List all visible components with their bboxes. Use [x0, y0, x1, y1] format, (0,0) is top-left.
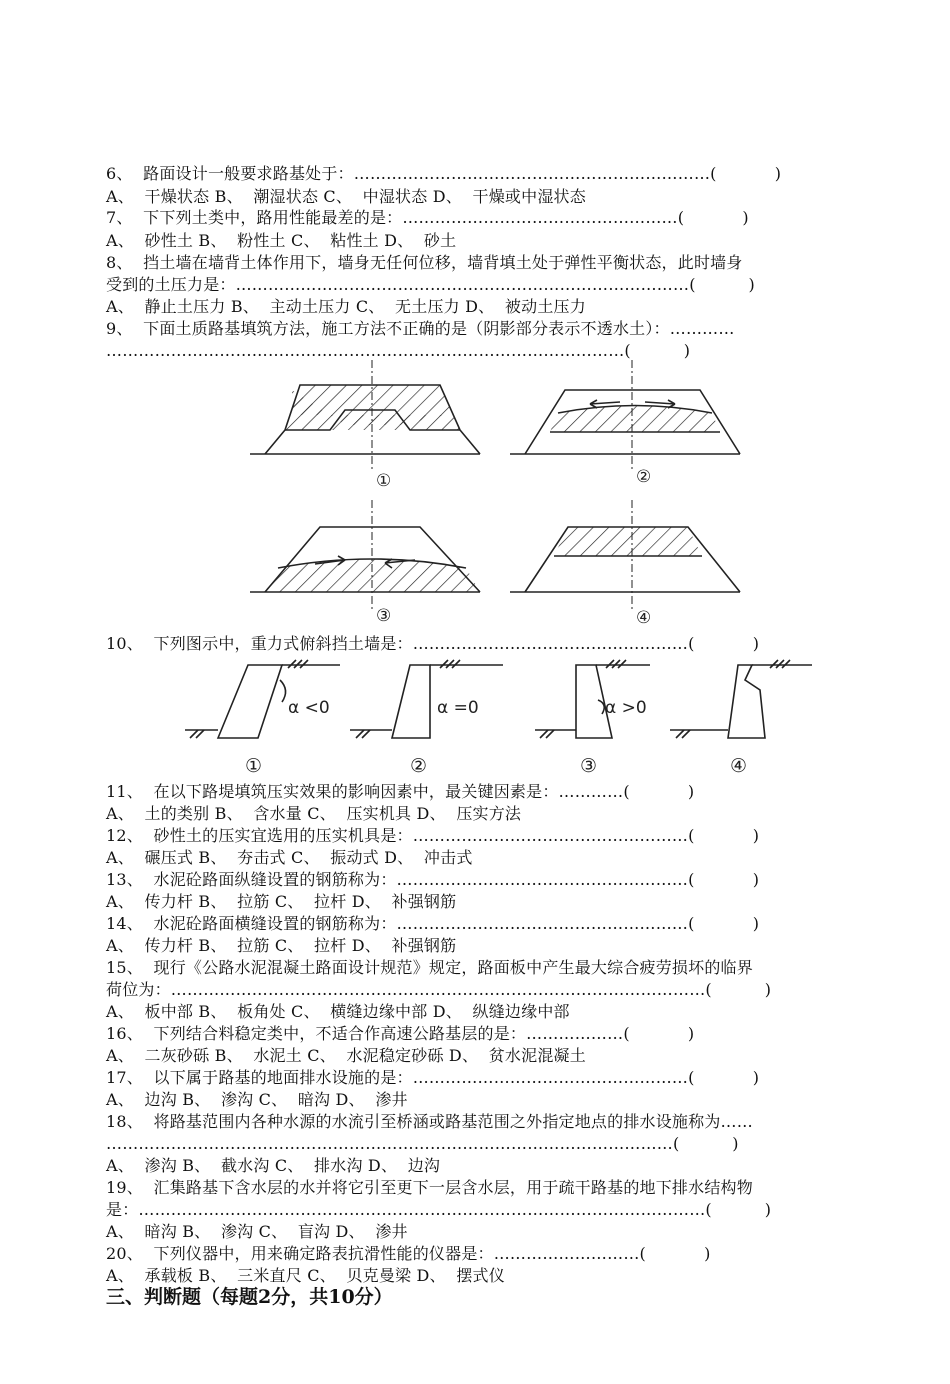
- section-title: 三、判断题（每题2分，共10分）: [106, 1286, 393, 1308]
- text-line: A、 砂性土 B、 粉性土 C、 粘性土 D、 砂土: [106, 231, 457, 250]
- retaining-wall-4: [670, 660, 812, 738]
- text-line: 8、 挡土墙在墙背土体作用下，墙身无任何位移，墙背填土处于弹性平衡状态，此时墙身: [106, 253, 743, 272]
- text-line: 13、 水泥砼路面纵缝设置的钢筋称为：………………………………………………( ): [106, 870, 760, 889]
- text-line: 14、 水泥砼路面横缝设置的钢筋称为：………………………………………………( ): [106, 914, 760, 933]
- text-line: A、 传力杆 B、 拉筋 C、 拉杆 D、 补强钢筋: [106, 936, 457, 955]
- embankment-diagram-3: [250, 500, 480, 612]
- alpha-label-1: α <0: [288, 698, 330, 718]
- text-line: 是：……………………………………………………………………………………………( ): [106, 1200, 772, 1219]
- text-line: 18、 将路基范围内各种水源的水流引至桥涵或路基范围之外指定地点的排水设施称为……: [106, 1112, 753, 1131]
- alpha-label-3: α >0: [605, 698, 647, 718]
- text-line: 15、 现行《公路水泥混凝土路面设计规范》规定，路面板中产生最大综合疲劳损坏的临界: [106, 958, 753, 977]
- question-10-diagrams: [185, 660, 812, 738]
- text-line: A、 板中部 B、 板角处 C、 横缝边缘中部 D、 纵缝边缘中部: [106, 1002, 570, 1021]
- wall-label-4: ④: [730, 755, 748, 777]
- text-line: 12、 砂性土的压实宜选用的压实机具是：……………………………………………( ): [106, 826, 760, 845]
- text-line: A、 边沟 B、 渗沟 C、 暗沟 D、 渗井: [106, 1090, 408, 1109]
- text-line: A、 承载板 B、 三米直尺 C、 贝克曼梁 D、 摆式仪: [106, 1266, 505, 1285]
- diagram-label-1: ①: [376, 471, 392, 491]
- embankment-diagram-2: [510, 360, 740, 470]
- text-line: A、 干燥状态 B、 潮湿状态 C、 中湿状态 D、 干燥或中湿状态: [106, 187, 586, 206]
- text-line: 17、 以下属于路基的地面排水设施的是：……………………………………………( ): [106, 1068, 760, 1087]
- text-line: 20、 下列仪器中，用来确定路表抗滑性能的仪器是：………………………( ): [106, 1244, 711, 1263]
- text-line: 受到的土压力是：…………………………………………………………………………( ): [106, 275, 755, 294]
- wall-label-1: ①: [245, 755, 263, 777]
- text-line: 10、 下列图示中，重力式俯斜挡土墙是：……………………………………………( ): [106, 634, 760, 653]
- text-line: 荷位为：………………………………………………………………………………………( ): [106, 980, 772, 999]
- wall-label-2: ②: [410, 755, 428, 777]
- text-line: A、 渗沟 B、 截水沟 C、 排水沟 D、 边沟: [106, 1156, 441, 1175]
- text-line: A、 暗沟 B、 渗沟 C、 盲沟 D、 渗井: [106, 1222, 408, 1241]
- wall-label-3: ③: [580, 755, 598, 777]
- text-line: 6、 路面设计一般要求路基处于：…………………………………………………………( ): [106, 164, 782, 183]
- text-line: 16、 下列结合料稳定类中，不适合作高速公路基层的是：………………( ): [106, 1024, 695, 1043]
- embankment-diagram-4: [510, 500, 740, 612]
- text-line: ……………………………………………………………………………………( ): [106, 341, 691, 360]
- embankment-diagram-1: [250, 360, 480, 470]
- diagram-label-3: ③: [376, 606, 392, 626]
- alpha-label-2: α =0: [437, 698, 479, 718]
- text-line: A、 碾压式 B、 夯击式 C、 振动式 D、 冲击式: [106, 848, 473, 867]
- diagram-label-2: ②: [636, 467, 652, 487]
- text-line: 9、 下面土质路基填筑方法，施工方法不正确的是（阴影部分表示不透水土）：…………: [106, 319, 735, 338]
- text-line: A、 土的类别 B、 含水量 C、 压实机具 D、 压实方法: [106, 804, 522, 823]
- text-line: A、 二灰砂砾 B、 水泥土 C、 水泥稳定砂砾 D、 贫水泥混凝土: [106, 1046, 586, 1065]
- text-line: A、 传力杆 B、 拉筋 C、 拉杆 D、 补强钢筋: [106, 892, 457, 911]
- text-line: A、 静止土压力 B、 主动土压力 C、 无土压力 D、 被动土压力: [106, 297, 586, 316]
- diagram-label-4: ④: [636, 608, 652, 628]
- text-line: 7、 下下列土类中，路用性能最差的是：……………………………………………( ): [106, 208, 749, 227]
- text-line: 19、 汇集路基下含水层的水并将它引至更下一层含水层，用于疏干路基的地下排水结构物: [106, 1178, 753, 1197]
- retaining-wall-2: [350, 660, 503, 738]
- text-line: 11、 在以下路堤填筑压实效果的影响因素中，最关键因素是：…………( ): [106, 782, 695, 801]
- text-line: ……………………………………………………………………………………………( ): [106, 1134, 739, 1153]
